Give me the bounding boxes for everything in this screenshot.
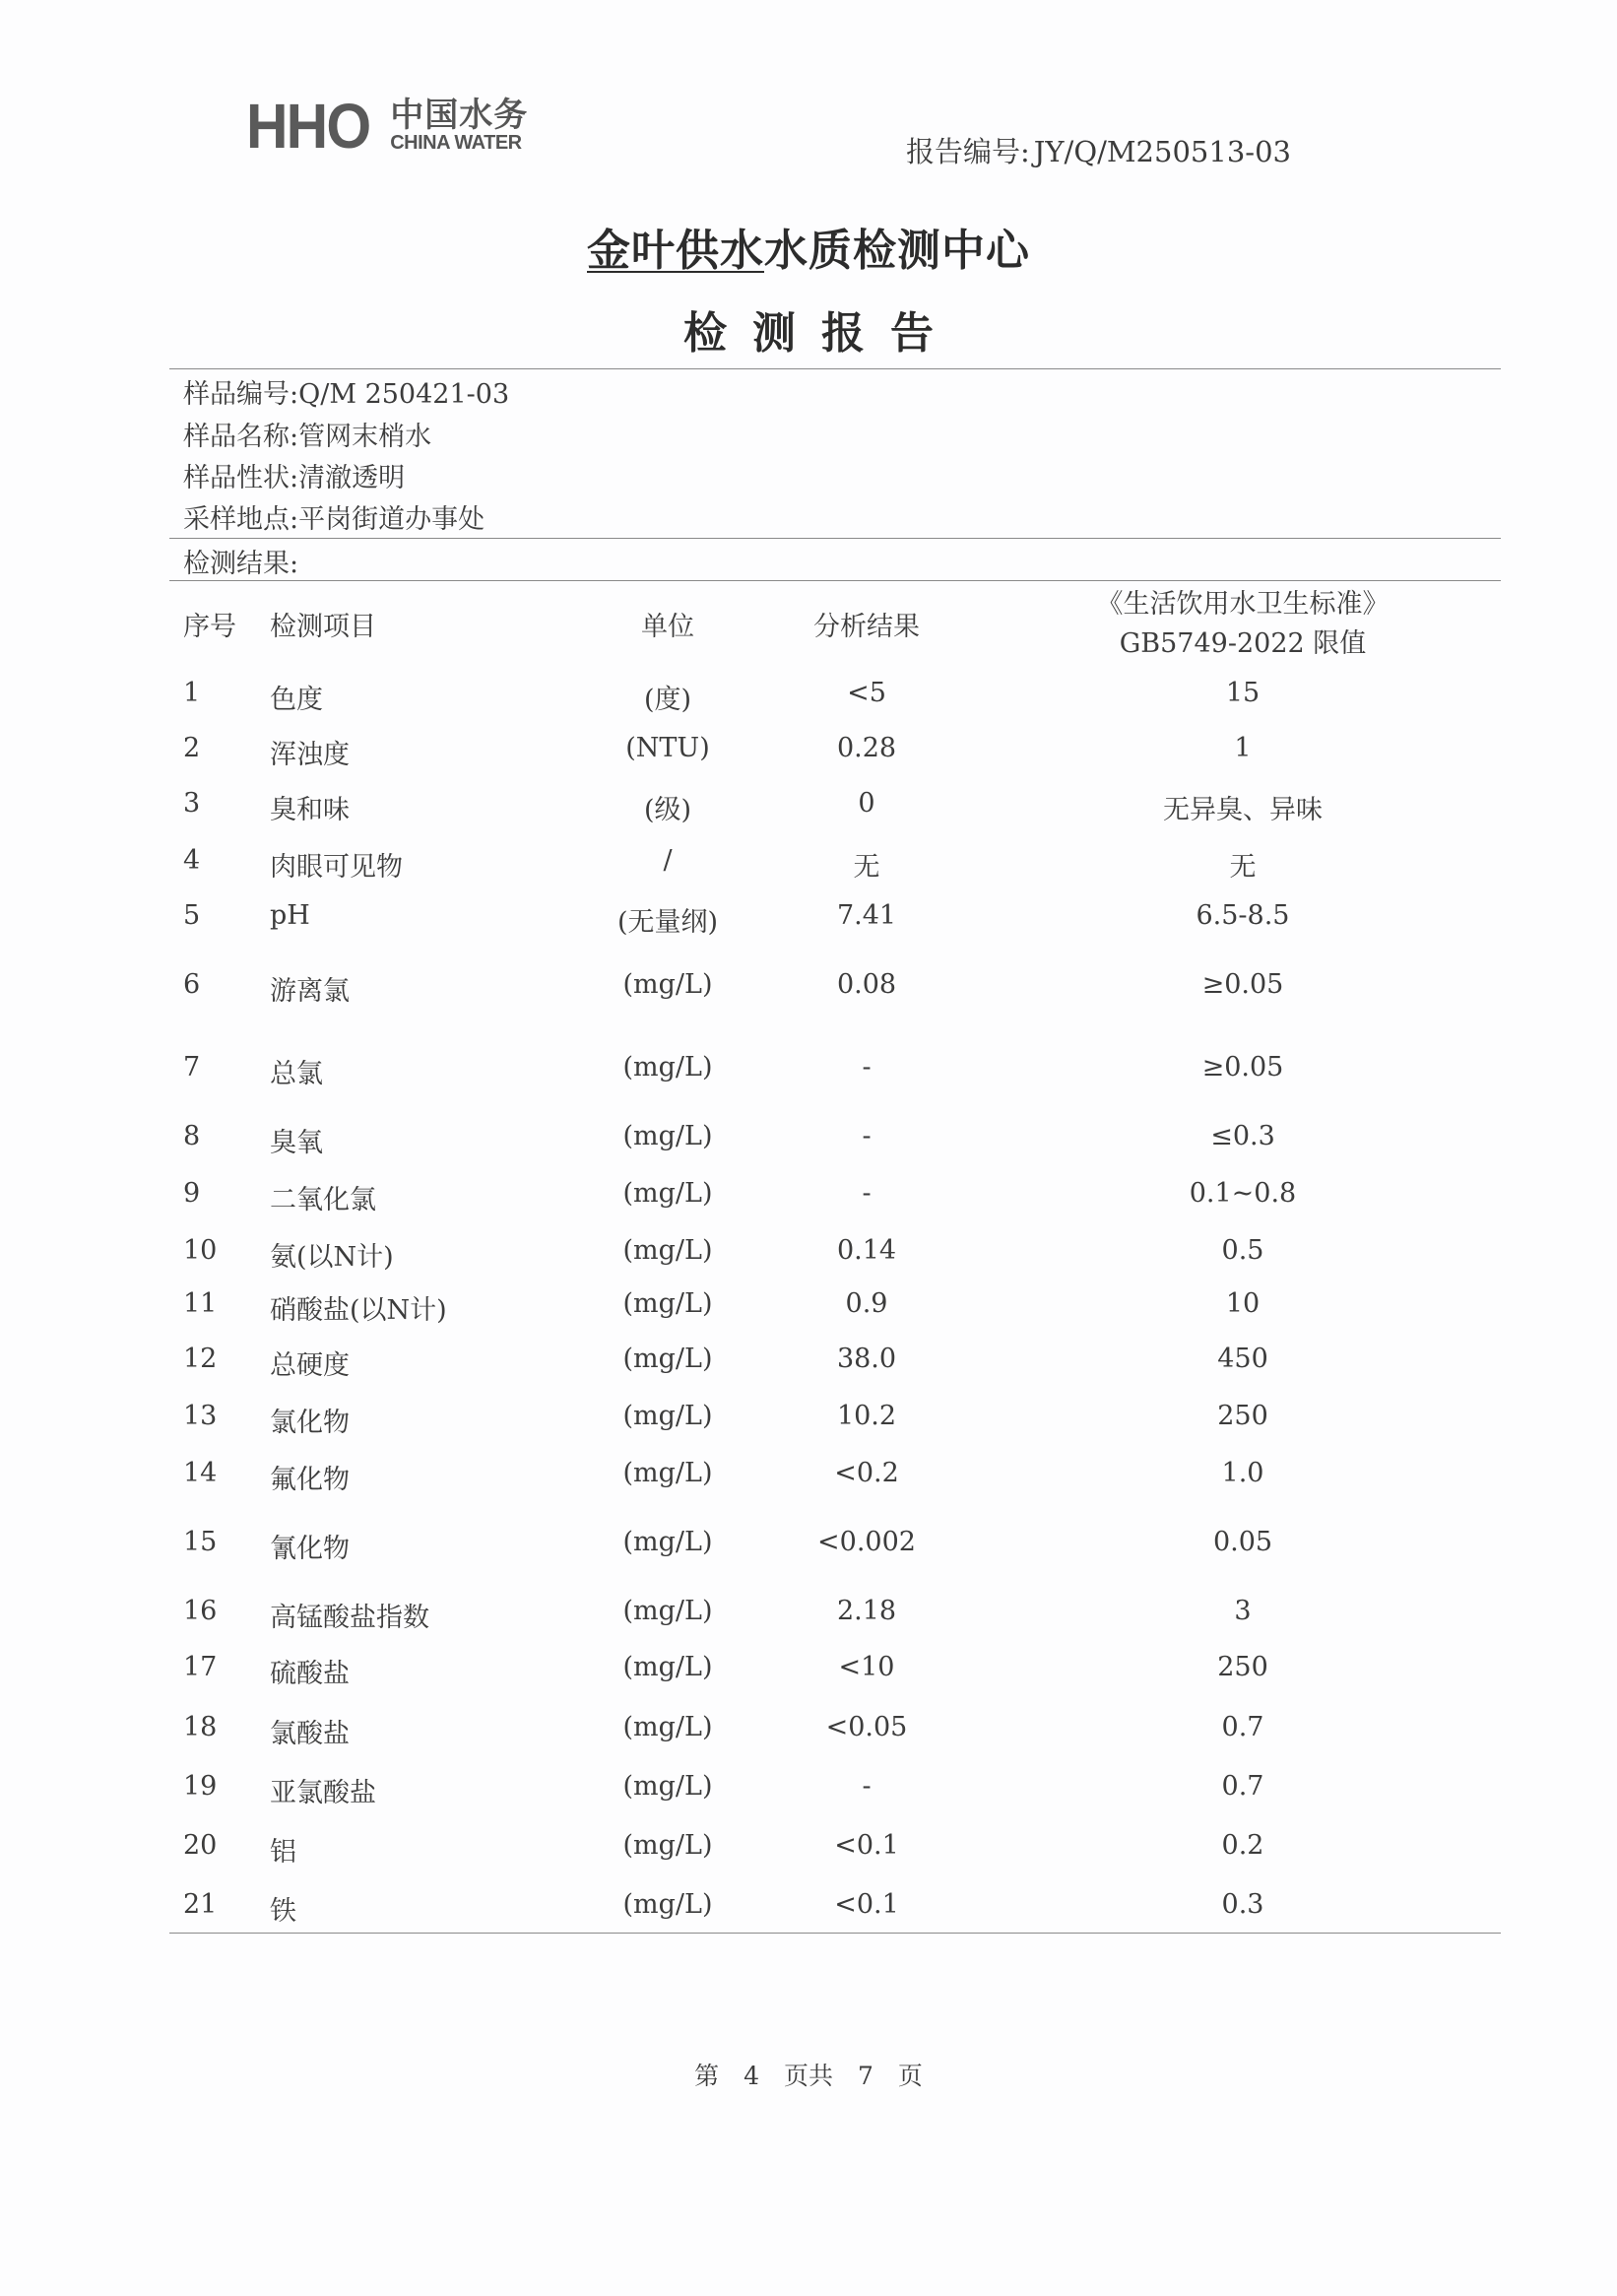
sample-id-value: Q/M 250421-03 [298,379,510,410]
document-title: 检测报告 [683,308,959,359]
row-unit: (mg/L) [622,1712,713,1742]
sample-name-label: 样品名称: [183,422,299,452]
row-unit: (mg/L) [622,1771,713,1802]
row-result: <0.002 [817,1527,916,1557]
row-item: 氯酸盐 [270,1719,350,1749]
logo-mark: HHO [246,91,370,162]
header-unit: 单位 [641,612,694,642]
row-unit: / [663,845,673,876]
sample-location-label: 采样地点: [183,504,299,535]
row-no: 18 [183,1712,218,1742]
row-unit: (mg/L) [622,1121,713,1151]
row-unit: (mg/L) [622,1527,713,1557]
row-no: 11 [183,1288,218,1319]
row-no: 7 [183,1052,201,1082]
row-no: 6 [183,969,201,1000]
sample-state-label: 样品性状: [183,463,299,493]
row-no: 4 [183,845,201,876]
row-limit: 15 [1225,678,1261,708]
row-unit: (mg/L) [622,1401,713,1431]
row-unit: (mg/L) [622,1344,713,1374]
header-limit-code: GB5749-2022 限值 [1119,628,1367,659]
row-unit: (mg/L) [622,1458,713,1488]
row-result: 0.9 [845,1288,888,1319]
row-result: 10.2 [836,1401,897,1431]
results-table-header [0,585,1617,664]
row-item: 高锰酸盐指数 [270,1603,429,1633]
row-no: 21 [183,1889,218,1920]
row-unit: (mg/L) [622,1830,713,1861]
row-item: 二氧化氯 [270,1185,376,1215]
company-logo [246,91,528,162]
row-result: <0.1 [834,1889,899,1920]
sample-state-line [183,456,405,494]
row-limit: 0.7 [1221,1771,1264,1802]
results-divider [169,580,1501,581]
row-limit: 0.3 [1221,1889,1264,1920]
row-result: - [862,1771,872,1802]
row-item: pH [270,900,310,931]
organization-title-rest: 水质检测中心 [764,226,1030,276]
row-unit: (mg/L) [622,1652,713,1682]
row-limit: 0.2 [1221,1830,1264,1861]
header-limit [1066,585,1420,664]
organization-title-underlined: 金叶供水 [587,226,764,276]
row-item: 硫酸盐 [270,1659,350,1689]
row-limit: 0.5 [1221,1235,1264,1266]
row-result: 0.08 [836,969,897,1000]
page-footer: 第 4 页共 7 页 [694,2062,923,2090]
logo-text [390,95,529,155]
row-no: 16 [183,1596,218,1626]
row-limit: 3 [1234,1596,1252,1626]
row-limit: 无异臭、异味 [1163,795,1323,825]
row-no: 17 [183,1652,218,1682]
row-result: - [862,1052,872,1082]
header-item: 检测项目 [270,612,376,642]
row-item: 氯化物 [270,1408,350,1438]
row-result: <0.05 [825,1712,908,1742]
row-limit: 0.7 [1221,1712,1264,1742]
header-limit-standard: 《生活饮用水卫生标准》 [1096,589,1390,620]
row-result: 2.18 [836,1596,897,1626]
header-divider [169,368,1501,369]
row-limit: 无 [1229,852,1257,883]
row-limit: 10 [1225,1288,1261,1319]
row-limit: 250 [1217,1401,1268,1431]
row-result: <0.2 [834,1458,899,1488]
row-no: 9 [183,1178,201,1209]
header-result: 分析结果 [813,612,920,642]
sample-location-value: 平岗街道办事处 [298,504,485,535]
row-item: 铁 [270,1896,296,1927]
row-item: 总氯 [270,1059,323,1089]
row-limit: 1.0 [1221,1458,1264,1488]
row-limit: 6.5-8.5 [1196,900,1290,931]
row-result: <0.1 [834,1830,899,1861]
row-limit: 1 [1234,733,1252,763]
row-item: 硝酸盐(以N计) [270,1295,447,1326]
row-no: 15 [183,1527,218,1557]
row-no: 10 [183,1235,218,1266]
row-unit: (mg/L) [622,1052,713,1082]
row-no: 5 [183,900,201,931]
report-number-value: JY/Q/M250513-03 [1033,135,1291,168]
row-no: 19 [183,1771,218,1802]
organization-title [0,215,1617,278]
row-limit: 450 [1217,1344,1268,1374]
logo-chinese-name: 中国水务 [390,95,529,135]
row-result: 0.28 [836,733,897,763]
row-limit: 250 [1217,1652,1268,1682]
row-unit: (度) [643,685,692,715]
row-no: 1 [183,678,201,708]
row-unit: (级) [643,795,692,825]
table-bottom-divider [169,1933,1501,1934]
row-item: 色度 [270,685,323,715]
row-limit: 0.1~0.8 [1189,1178,1297,1209]
row-item: 铝 [270,1837,296,1868]
row-unit: (mg/L) [622,1889,713,1920]
row-item: 臭氧 [270,1128,323,1158]
row-no: 3 [183,788,201,819]
row-item: 游离氯 [270,976,350,1007]
row-result: <10 [838,1652,895,1682]
row-result: 7.41 [836,900,897,931]
sample-state-value: 清澈透明 [298,463,406,493]
row-item: 总硬度 [270,1350,350,1381]
row-unit: (mg/L) [622,969,713,1000]
logo-english-name: CHINA WATER [390,132,522,155]
row-unit: (mg/L) [622,1235,713,1266]
sample-id-label: 样品编号: [183,379,299,410]
report-number [906,130,1291,170]
row-no: 12 [183,1344,218,1374]
row-limit: ≥0.05 [1201,969,1284,1000]
row-unit: (无量纲) [616,907,719,938]
row-no: 20 [183,1830,218,1861]
row-item: 氨(以N计) [270,1242,394,1273]
info-divider [169,538,1501,539]
row-limit: ≥0.05 [1201,1052,1284,1082]
row-no: 14 [183,1458,218,1488]
row-result: 0 [858,788,875,819]
row-no: 13 [183,1401,218,1431]
row-result: 无 [853,852,880,883]
row-item: 氟化物 [270,1465,350,1495]
row-result: <5 [847,678,886,708]
sample-name-line [183,415,431,453]
row-result: - [862,1178,872,1209]
header-no: 序号 [183,612,236,642]
row-item: 臭和味 [270,795,350,825]
sample-id-line [183,372,509,411]
row-limit: ≤0.3 [1210,1121,1275,1151]
row-item: 亚氯酸盐 [270,1778,376,1808]
row-result: 0.14 [836,1235,897,1266]
sample-name-value: 管网末梢水 [298,422,432,452]
row-limit: 0.05 [1212,1527,1273,1557]
row-unit: (mg/L) [622,1288,713,1319]
row-result: 38.0 [836,1344,897,1374]
row-unit: (mg/L) [622,1596,713,1626]
row-item: 肉眼可见物 [270,852,403,883]
sample-location-line [183,497,485,536]
row-no: 2 [183,733,201,763]
row-unit: (NTU) [625,733,710,763]
row-no: 8 [183,1121,201,1151]
row-item: 氰化物 [270,1534,350,1564]
row-unit: (mg/L) [622,1178,713,1209]
row-item: 浑浊度 [270,740,350,770]
row-result: - [862,1121,872,1151]
report-number-label: 报告编号: [906,135,1030,168]
results-label: 检测结果: [183,549,299,579]
